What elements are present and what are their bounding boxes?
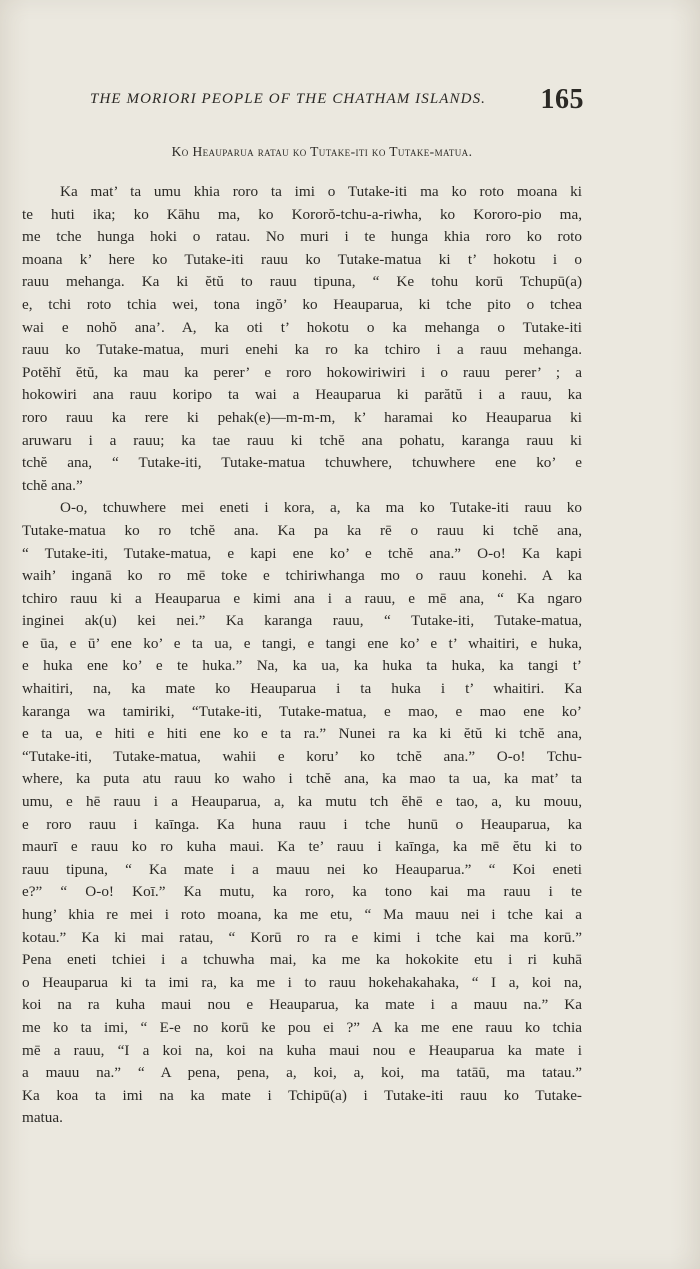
text-line: e huka ene ko’ e te huka.” Na, ka ua, ka huka ta huka, ka tangi t’	[22, 657, 582, 675]
text-line: tchĕ ana, “ Tutake-iti, Tutake-matua tchuwhere, tchuwhere ene ko’ e	[22, 454, 582, 472]
running-head	[90, 84, 584, 115]
text-line: inginei ak(u) kei nei.” Ka karanga rauu, “ Tutake-iti, Tutake-matua,	[22, 612, 582, 630]
text-line: waih’ inganā ko ro mē toke e tchiriwhanga mo o rauu konehi. A ka	[22, 567, 582, 585]
section-heading: Ko Heauparua ratau ko Tutake-iti ko Tutake-matua.	[171, 144, 473, 159]
text-line: e, tchi roto tchia wei, tona ingŏ’ ko Heauparua, ki tche pito o tchea	[22, 295, 582, 313]
text-line: matua.	[22, 1109, 63, 1127]
text-line: me ko ta imi, “ E-e no korū ke pou ei ?” A ka me ene rauu ko tchia	[22, 1018, 582, 1036]
text-line: aruwaru i a rauu; ka tae rauu ki tchĕ ana pohatu, karanga rauu ki	[22, 431, 582, 449]
page-number: 165	[540, 84, 584, 115]
text-line: karanga wa tamiriki, “Tutake-iti, Tutake-matua, e mao, e mao ene ko’	[22, 702, 582, 720]
text-line: rauu ko Tutake-matua, muri enehi ka ro ka tchiro i a rauu mehanga.	[22, 341, 582, 359]
text-line: tchĕ ana.”	[22, 476, 83, 494]
text-line: Ka koa ta imi na ka mate i Tchipū(a) i Tutake-iti rauu ko Tutake-	[22, 1086, 582, 1104]
text-line: O-o, tchuwhere mei eneti i kora, a, ka ma ko Tutake-iti rauu ko	[60, 499, 582, 517]
text-line: te huti ika; ko Kāhu ma, ko Kororŏ-tchu-a-riwha, ko Kororo-pio ma,	[22, 205, 582, 223]
text-line: Ka mat’ ta umu khia roro ta imi o Tutake-iti ma ko roto moana ki	[60, 183, 582, 200]
text-line: e ūa, e ū’ ene ko’ e ta ua, e tangi, e tangi ene ko’ e t’ whaitiri, e huka,	[22, 634, 582, 652]
text-line: wai e nohŏ ana’. A, ka oti t’ hokotu o ka mehanga o Tutake-iti	[22, 318, 582, 336]
text-line: rauu mehanga. Ka ki ĕtŭ to rauu tipuna, “ Ke tohu korū Tchupū(a)	[22, 273, 582, 291]
text-line: umu, e hē rauu i a Heauparua, a, ka mutu tch ĕhē e tao, a, ku mouu,	[22, 793, 582, 811]
running-head-title: THE MORIORI PEOPLE OF THE CHATHAM ISLANDS.	[90, 91, 487, 107]
text-line: Potĕhĭ ĕtŭ, ka mau ka perer’ e roro hokowiriwiri i o rauu perer’ ; a	[22, 363, 582, 381]
text-line: Tutake-matua ko ro tchĕ ana. Ka pa ka rē o rauu ki tchĕ ana,	[22, 521, 582, 539]
body-text	[22, 181, 582, 1130]
text-line: mē a rauu, “I a koi na, koi na kuha maui nou e Heauparua ka mate i	[22, 1041, 582, 1059]
text-line: where, ka puta atu rauu ko waho i tchĕ ana, ka mao ta ua, ka mat’ ta	[22, 770, 582, 788]
text-line: hokowiri ana rauu koripo ta wai a Heauparua ki parătŭ i a rauu, ka	[22, 386, 582, 404]
text-line: kotau.” Ka ki mai ratau, “ Korū ro ra e kimi i tche kai ma korū.”	[22, 928, 582, 946]
text-line: hung’ khia re mei i roto moana, ka me etu, “ Ma mauu nei i tche kai a	[22, 906, 582, 923]
text-line: tchiro rauu ki a Heauparua e kimi ana i a rauu, e mē ana, “ Ka ngaro	[22, 589, 582, 607]
text-line: a mauu na.” “ A pena, pena, a, koi, a, koi, ma tatāū, ma tatau.”	[22, 1064, 582, 1082]
text-line: Pena eneti tchiei i a tchuwha mai, ka me ka hokokite etu i ri kuhā	[22, 951, 582, 969]
text-line: koi na ra kuha maui nou e Heauparua, ka mate i a mauu na.” Ka	[22, 996, 582, 1014]
text-line: maurī e rauu ko ro kuha maui. Ka te’ rauu i kaīnga, ka mē ĕtu ki to	[22, 838, 582, 856]
text-line: rauu tipuna, “ Ka mate i a mauu nei ko Heauparua.” “ Koi eneti	[22, 860, 582, 878]
text-line: roro rauu ka rere ki pehak(e)—m-m-m, k’ haramai ko Heauparua ki	[22, 408, 582, 426]
text-line: “Tutake-iti, Tutake-matua, wahii e koru’ ko tchĕ ana.” O-o! Tchu-	[22, 747, 582, 765]
text-line: e ta ua, e hiti e hiti ene ko e ta ra.” Nunei ra ka ki ĕtŭ ki tchĕ ana,	[22, 725, 582, 743]
text-line: moana k’ here ko Tutake-iti rauu ko Tutake-matua ki t’ hokotu i o	[22, 250, 582, 268]
text-line: whaitiri, na, ka mate ko Heauparua i ta huka i t’ whaitiri. Ka	[22, 680, 582, 698]
text-line: e?” “ O-o! Koī.” Ka mutu, ka roro, ka tono kai ma rauu i te	[22, 883, 582, 901]
text-line: e roro rauu i kaīnga. Ka huna rauu i tche hunū o Heauparua, ka	[22, 815, 582, 833]
text-line: “ Tutake-iti, Tutake-matua, e kapi ene ko’ e tchĕ ana.” O-o! Ka kapi	[22, 544, 582, 562]
text-line: o Heauparua ki ta imi ra, ka me i to rauu hokehakahaka, “ I a, koi na,	[22, 973, 582, 991]
text-line: me tche hunga hoki o ratau. No muri i te hunga khia roro ko roto	[22, 228, 582, 246]
